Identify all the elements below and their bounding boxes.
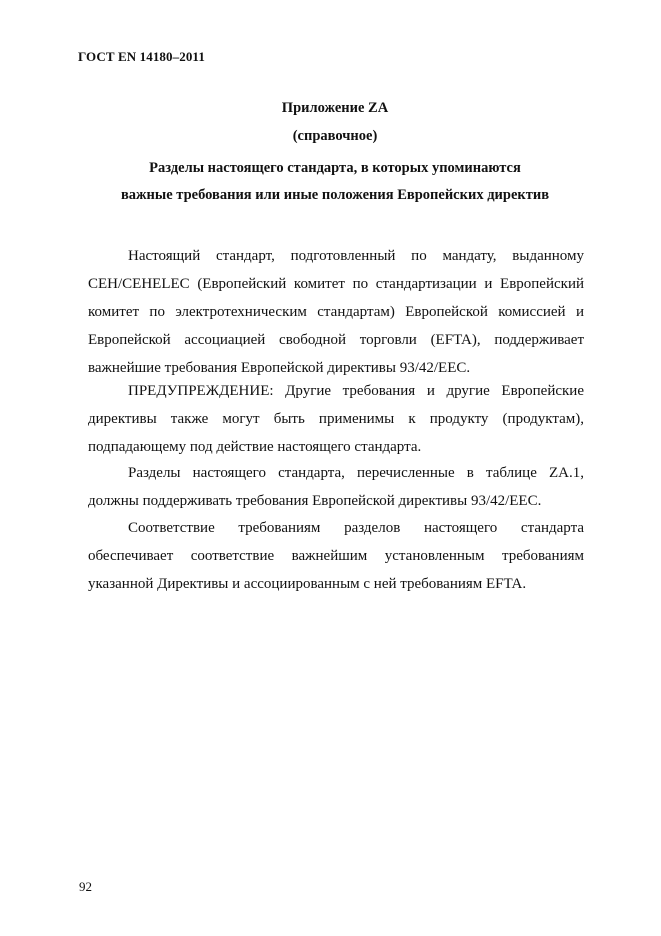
paragraph-1 — [88, 242, 584, 382]
annex-heading-line-2: важные требования или иные положения Европейских директив — [120, 187, 550, 203]
page-number: 92 — [79, 879, 92, 894]
paragraph-text: Соответствие требованиям разделов настоящего стандарта обеспечивает соответствие важнейшим установленным требованиям указанной Директивы и ассоциированным с ней требованиям EFTA. — [88, 520, 584, 592]
standard-id: ГОСТ EN 14180–2011 — [78, 49, 205, 64]
paragraph-text: Настоящий стандарт, подготовленный по мандату, выданному CEH/CEHELEC (Европейский комитет по стандартизации и Европейский комитет по электротехническим стандартам) Европейской комиссией и Европейской ассоциацией свободной торговли (EFTA), поддерживает важнейшие требования Европейской директивы 93/42/EEC. — [88, 248, 584, 376]
annex-type: (справочное) — [292, 128, 378, 144]
paragraph-2 — [88, 377, 584, 461]
paragraph-3 — [88, 459, 584, 515]
annex-heading-line-1: Разделы настоящего стандарта, в которых упоминаются — [149, 160, 521, 176]
paragraph-text: Разделы настоящего стандарта, перечисленные в таблице ZA.1, должны поддерживать требования Европейской директивы 93/42/EEC. — [88, 465, 584, 509]
paragraph-4 — [88, 514, 584, 598]
annex-title: Приложение ZA — [281, 100, 389, 116]
paragraph-text: ПРЕДУПРЕЖДЕНИЕ: Другие требования и другие Европейские директивы также могут быть применимы к продукту (продуктам), подпадающему под действие настоящего стандарта. — [88, 383, 584, 455]
